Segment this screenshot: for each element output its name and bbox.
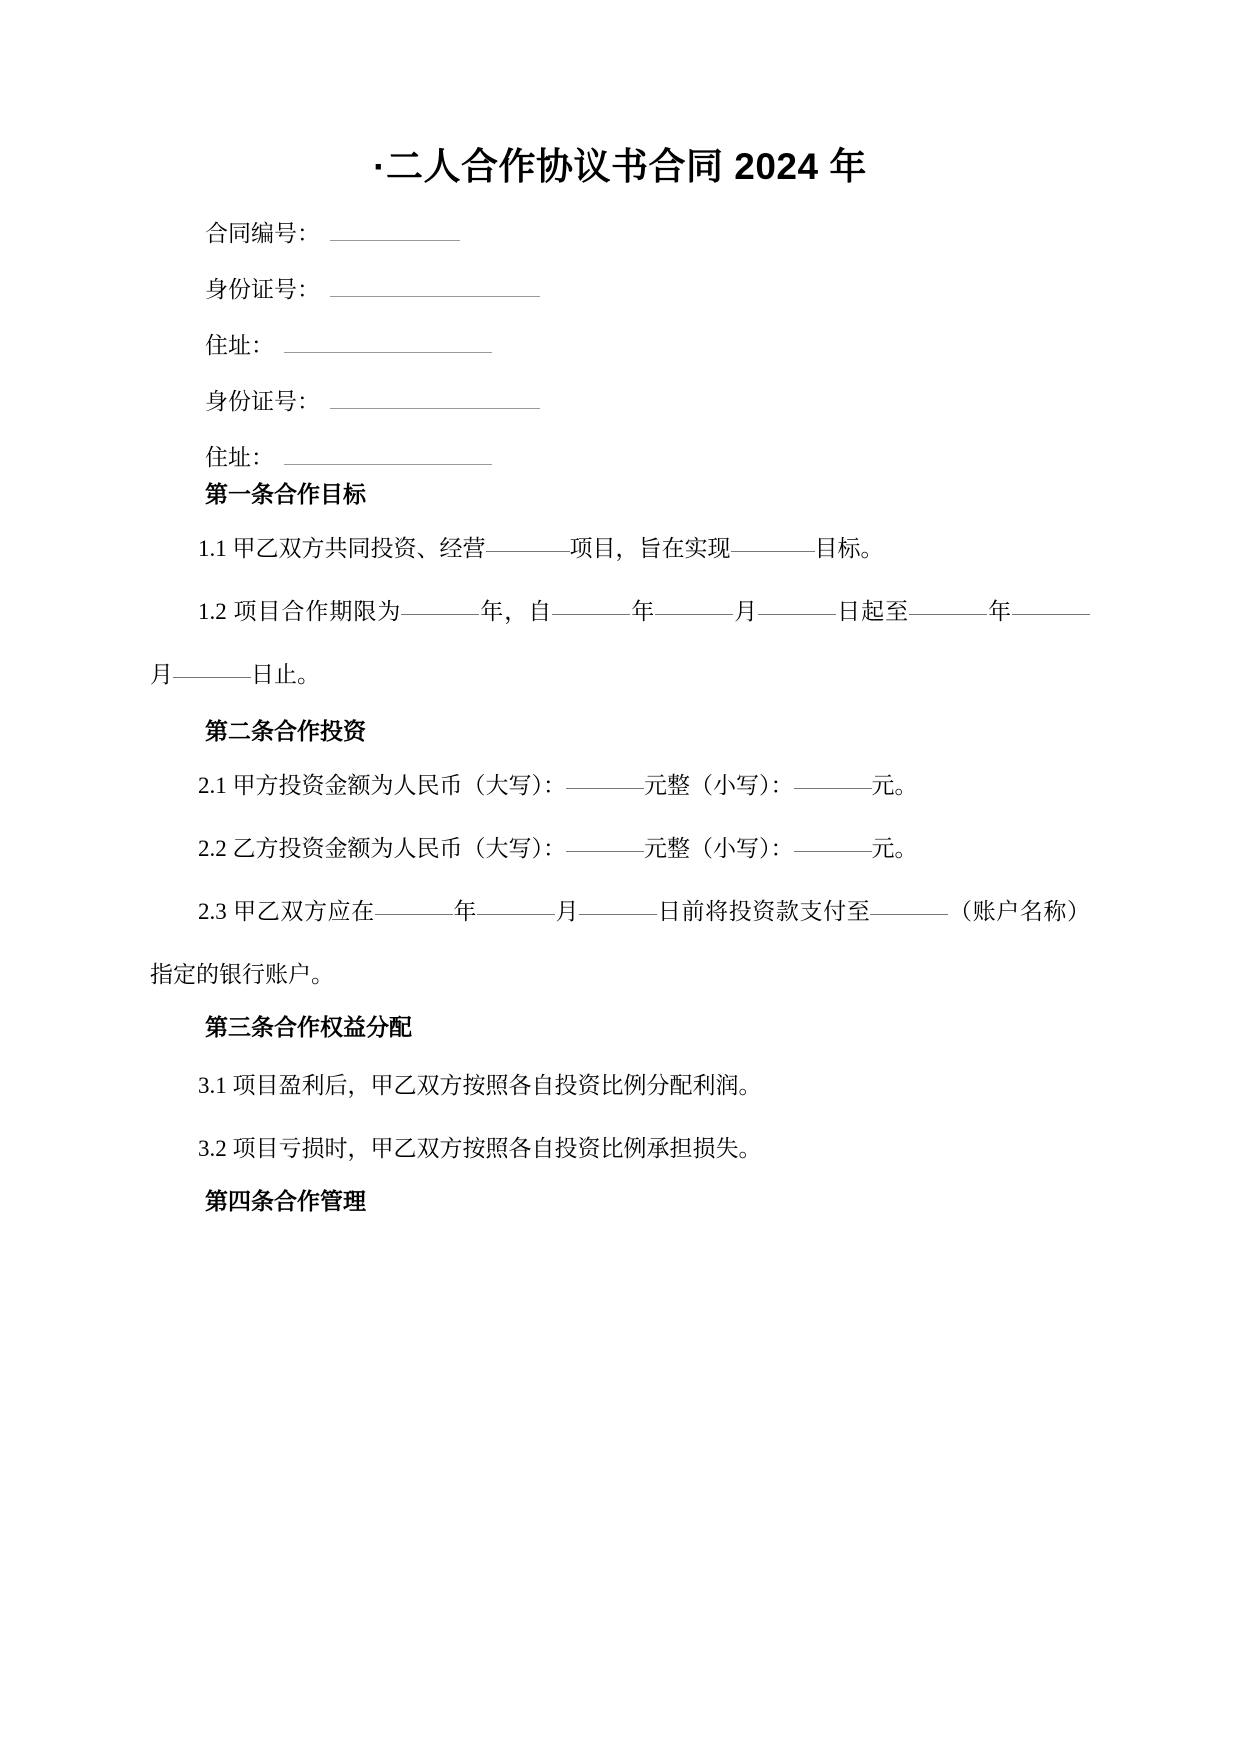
clause-text: 2.1 甲方投资金额为人民币（大写）： — [198, 773, 566, 799]
blank-fill-line[interactable] — [1012, 614, 1090, 615]
section-heading-3: 第三条合作权益分配 — [205, 1014, 412, 1041]
blank-fill-line[interactable] — [566, 851, 644, 852]
clause-text: 月 — [733, 599, 759, 625]
blank-fill-line[interactable] — [401, 614, 479, 615]
blank-fill-line[interactable] — [284, 352, 492, 353]
clause-text: 元。 — [871, 773, 918, 799]
blank-fill-line[interactable] — [758, 614, 836, 615]
blank-fill-line[interactable] — [284, 464, 492, 465]
blank-fill-line[interactable] — [375, 914, 453, 915]
clause-text: 元。 — [871, 836, 918, 862]
clause-text: 月 — [555, 899, 580, 925]
field-label: 身份证号： — [205, 277, 320, 303]
blank-fill-line[interactable] — [486, 551, 570, 552]
clause-text: 年 — [630, 599, 656, 625]
clause-text: 年 — [987, 599, 1013, 625]
clause-text: 目标。 — [814, 536, 884, 562]
clause-1-1 — [150, 517, 1090, 580]
blank-fill-line[interactable] — [909, 614, 987, 615]
blank-fill-line[interactable] — [330, 296, 540, 297]
clause-text: 2.2 乙方投资金额为人民币（大写）： — [198, 836, 566, 862]
blank-fill-line[interactable] — [173, 677, 251, 678]
field-id-number-party-a — [150, 245, 1090, 301]
page-title: ·二人合作协议书合同 2024 年 — [373, 146, 867, 187]
clause-text: 日起至 — [836, 599, 910, 625]
clause-2-3 — [150, 880, 1090, 1006]
clause-text: 年，自 — [479, 599, 553, 625]
clause-text: 日前将投资款支付至 — [657, 899, 871, 925]
field-contract-number — [150, 189, 1090, 245]
clause-text: 2.3 甲乙双方应在 — [198, 899, 375, 925]
clause-text: 日止。 — [251, 662, 320, 688]
clause-text: 项目，旨在实现 — [569, 536, 731, 562]
clause-text: 月 — [150, 662, 173, 688]
clause-2-2 — [150, 817, 1090, 880]
clause-text: （账户名称）指定的银行账户。 — [150, 899, 1091, 988]
blank-fill-line[interactable] — [794, 788, 872, 789]
section-heading-1: 第一条合作目标 — [205, 481, 366, 508]
clause-text: 1.2 项目合作期限为 — [198, 599, 402, 625]
field-address-party-b — [150, 413, 1090, 469]
field-label: 身份证号： — [205, 389, 320, 415]
clause-3-1 — [150, 1054, 1090, 1117]
field-label: 住址： — [205, 333, 274, 359]
field-label: 合同编号： — [205, 221, 320, 247]
field-label: 住址： — [205, 445, 274, 471]
clause-text: 1.1 甲乙双方共同投资、经营 — [198, 536, 486, 562]
blank-fill-line[interactable] — [330, 408, 540, 409]
clause-text: 年 — [452, 899, 478, 925]
clause-1-2 — [150, 580, 1090, 706]
clause-text: 元整（小写）： — [644, 836, 794, 862]
field-id-number-party-b — [150, 357, 1090, 413]
blank-fill-line[interactable] — [477, 914, 555, 915]
blank-fill-line[interactable] — [566, 788, 644, 789]
section-heading-2: 第二条合作投资 — [205, 718, 366, 745]
section-heading-4: 第四条合作管理 — [205, 1188, 366, 1215]
clause-2-1 — [150, 754, 1090, 817]
blank-fill-line[interactable] — [870, 914, 948, 915]
blank-fill-line[interactable] — [655, 614, 733, 615]
blank-fill-line[interactable] — [330, 240, 460, 241]
clause-text: 3.2 项目亏损时，甲乙双方按照各自投资比例承担损失。 — [198, 1136, 762, 1162]
clause-text: 3.1 项目盈利后，甲乙双方按照各自投资比例分配利润。 — [198, 1073, 762, 1099]
clause-3-2 — [150, 1117, 1090, 1180]
blank-fill-line[interactable] — [731, 551, 815, 552]
field-address-party-a — [150, 301, 1090, 357]
blank-fill-line[interactable] — [794, 851, 872, 852]
clause-text: 元整（小写）： — [644, 773, 794, 799]
blank-fill-line[interactable] — [579, 914, 657, 915]
blank-fill-line[interactable] — [552, 614, 630, 615]
